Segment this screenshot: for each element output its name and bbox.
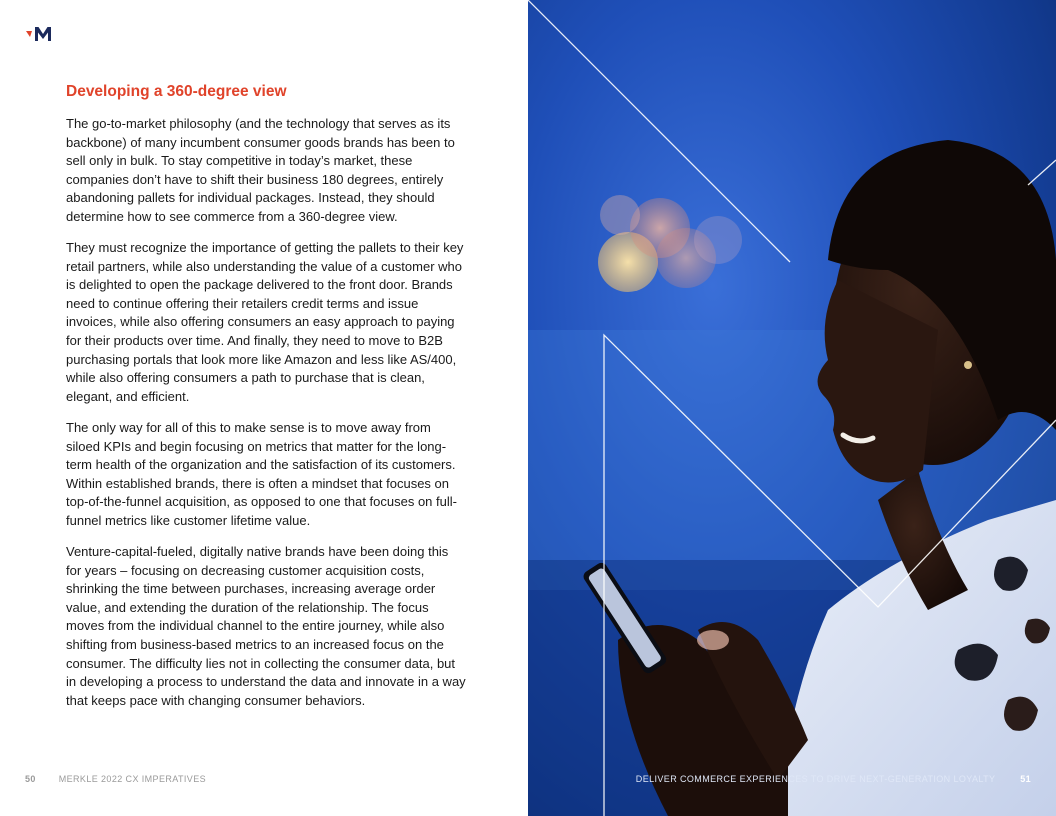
section-heading: Developing a 360-degree view: [66, 83, 287, 100]
left-page-number: 50: [25, 774, 36, 784]
left-footer-title: MERKLE 2022 CX IMPERATIVES: [58, 774, 206, 784]
article-body: [66, 81, 466, 723]
bokeh-light: [694, 216, 742, 264]
paragraph-3: The only way for all of this to make sense is to move away from siloed KPIs and begin focusing on metrics that matter for the long-term health of the organization and the satisfaction of its customers. Within established brands, there is often a mindset that focuses on top-of-the-funnel acquisition, as opposed to one that focuses on full-funnel metrics like customer lifetime value.: [66, 419, 457, 528]
paragraph-1: The go-to-market philosophy (and the technology that serves as its backbone) of many incumbent consumer goods brands has been to sell only in bulk. To stay competitive in today’s market, these companies don’t have to shift their business 180 degrees, entirely abandoning pallets for individual packages. Instead, they should determine how to see commerce from a 360-degree view.: [66, 116, 455, 224]
bokeh-light: [600, 195, 640, 235]
paragraph-2: They must recognize the importance of getting the pallets to their key retail partners, while also understanding the value of a customer who is delighted to open the package delivered to the front door. Brands need to continue offering their retailers credit terms and issue invoices, while also offering consumers an easy approach to paying for their products over time. And finally, they need to move to B2B purchasing portals that look more like Amazon and less like AS/400, while also offering consumers a path to purchase that is clean, elegant, and efficient.: [66, 240, 464, 404]
left-footer: [25, 774, 206, 784]
woman-smiling-at-smartphone-photo: [528, 0, 1056, 816]
right-page-number: 51: [1020, 774, 1031, 784]
right-footer: [636, 774, 1031, 784]
right-page: [528, 0, 1056, 816]
right-footer-title: DELIVER COMMERCE EXPERIENCES TO DRIVE NEXT-GENERATION LOYALTY: [635, 774, 996, 784]
paragraph-4: Venture-capital-fueled, digitally native brands have been doing this for years – focusing on decreasing customer acquisition costs, shrinking the time between purchases, increasing average order value, and extending the duration of the relationship. The focus moves from the individual channel to the entire journey, while also shifting from business-based metrics to an increased focus on the consumer. The difficulty lies not in collecting the consumer data, but in developing a process to understand the data and innovate in a way that keeps pace with changing consumer behaviors.: [66, 543, 466, 708]
merkle-logo-icon: [25, 25, 55, 43]
merkle-m-outline: [1028, 160, 1056, 185]
